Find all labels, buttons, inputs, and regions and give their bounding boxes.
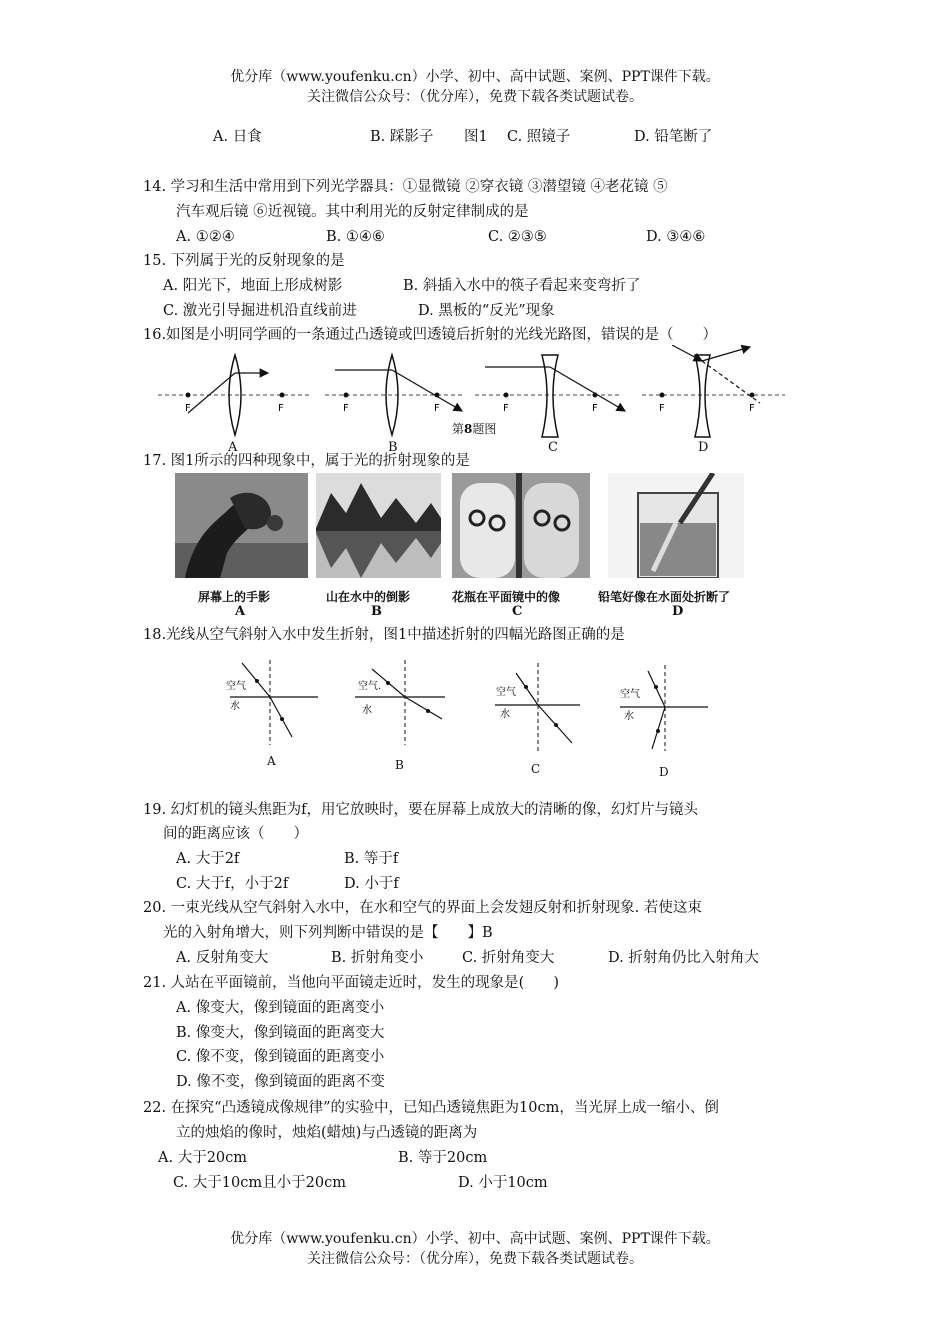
q13-option-a: A. 日食	[213, 129, 262, 145]
q16-diagram-d	[642, 345, 785, 437]
q14-stem-line-1: 14. 学习和生活中常用到下列光学器具：①显微镜 ②穿衣镜 ③潜望镜 ④老花镜 ⑤	[143, 179, 668, 195]
q14-option-d: D. ③④⑥	[646, 229, 706, 245]
q17-letter-b: B	[371, 604, 382, 619]
header-line-2: 关注微信公众号：（优分库），免费下载各类试题试卷。	[307, 89, 643, 105]
q14-option-a: A. ①②④	[176, 229, 235, 245]
q16-lens-diagrams	[150, 345, 790, 460]
q17-letter-d: D	[672, 604, 684, 619]
q16-focal-label: F	[343, 403, 349, 414]
q13-option-d: D. 铅笔断了	[634, 129, 713, 145]
q17-stem: 17. 图1所示的四种现象中，属于光的折射现象的是	[143, 453, 470, 469]
q16-focal-label: F	[185, 403, 191, 414]
q18-diagram-a	[226, 660, 318, 745]
q17-photo-hand-shadow	[175, 473, 308, 578]
q18-letter-c: C	[531, 762, 541, 776]
q16-focal-label: F	[592, 403, 598, 414]
q16-diagram-c	[475, 355, 625, 437]
q18-diagram-b	[355, 660, 445, 745]
q15-option-b: B. 斜插入水中的筷子看起来变弯折了	[403, 278, 641, 294]
q16-figure-caption: 第8题图	[452, 422, 497, 436]
q20-option-d: D. 折射角仍比入射角大	[608, 950, 759, 966]
q19-stem-line-2: 间的距离应该（ ）	[163, 826, 308, 842]
q18-stem: 18.光线从空气斜射入水中发生折射，图1中描述折射的四幅光路图正确的是	[143, 627, 625, 643]
q19-option-b: B. 等于f	[344, 851, 399, 867]
q18-air-label: 空气	[620, 689, 640, 700]
q16-label-d: D	[698, 440, 709, 455]
q16-label-a: A	[228, 440, 238, 455]
header-line-1: 优分库（www.youfenku.cn）小学、初中、高中试题、案例、PPT课件下载。	[230, 69, 720, 85]
q18-letter-a: A	[267, 754, 276, 768]
q22-stem-line-2: 立的烛焰的像时，烛焰(蜡烛)与凸透镜的距离为	[176, 1125, 478, 1141]
q17-photo-mountain-reflection	[316, 473, 441, 578]
q18-refraction-diagrams	[220, 655, 720, 785]
q21-option-a: A. 像变大，像到镜面的距离变小	[176, 1000, 385, 1016]
q19-option-a: A. 大于2f	[176, 851, 240, 867]
q17-caption-a: 屏幕上的手影	[198, 590, 271, 604]
footer-line-2: 关注微信公众号：（优分库），免费下载各类试题试卷。	[307, 1251, 643, 1267]
q16-stem: 16.如图是小明同学画的一条通过凸透镜或凹透镜后折射的光线光路图，错误的是（ ）	[143, 327, 718, 343]
q19-option-d: D. 小于f	[344, 876, 399, 892]
q18-letter-d: D	[659, 765, 669, 779]
q18-water-label: 水	[500, 709, 510, 720]
q16-label-b: B	[388, 440, 398, 455]
q20-option-a: A. 反射角变大	[176, 950, 269, 966]
q20-stem-line-1: 20. 一束光线从空气斜射入水中，在水和空气的界面上会发翅反射和折射现象. 若使这束	[143, 900, 702, 916]
q13-option-b: B. 踩影子	[370, 129, 434, 145]
q17-caption-d: 铅笔好像在水面处折断了	[598, 590, 731, 604]
q17-caption-b: 山在水中的倒影	[326, 590, 411, 604]
q22-option-b: B. 等于20cm	[398, 1150, 488, 1166]
q16-focal-label: F	[659, 403, 665, 414]
q16-focal-label: F	[749, 403, 755, 414]
q15-option-a: A. 阳光下，地面上形成树影	[163, 278, 343, 294]
q19-option-c: C. 大于f，小于2f	[176, 876, 289, 892]
q22-stem-line-1: 22. 在探究“凸透镜成像规律”的实验中，已知凸透镜焦距为10cm，当光屏上成一缩小、倒	[143, 1100, 719, 1116]
q17-letter-c: C	[512, 604, 523, 619]
q18-water-label: 水	[624, 711, 634, 722]
q20-option-c: C. 折射角变大	[462, 950, 555, 966]
q18-water-label: 水	[230, 701, 240, 712]
q17-photo-pencil-water	[608, 473, 744, 578]
q20-option-b: B. 折射角变小	[331, 950, 424, 966]
q14-option-b: B. ①④⑥	[326, 229, 385, 245]
q15-stem: 15. 下列属于光的反射现象的是	[143, 253, 345, 269]
q21-option-c: C. 像不变，像到镜面的距离变小	[176, 1049, 385, 1065]
q22-option-d: D. 小于10cm	[458, 1175, 548, 1191]
q19-stem-line-1: 19. 幻灯机的镜头焦距为f，用它放映时，要在屏幕上成放大的清晰的像，幻灯片与镜头	[143, 802, 699, 818]
q15-option-c: C. 激光引导掘进机沿直线前进	[163, 303, 357, 319]
q15-option-d: D. 黑板的“反光”现象	[418, 303, 555, 319]
q16-diagram-b	[325, 355, 465, 435]
q16-label-c: C	[548, 440, 558, 455]
q21-stem: 21. 人站在平面镜前，当他向平面镜走近时，发生的现象是( )	[143, 975, 559, 991]
q13-option-c: C. 照镜子	[507, 129, 571, 145]
q14-option-c: C. ②③⑤	[488, 229, 547, 245]
q16-focal-label: F	[503, 403, 509, 414]
q20-stem-line-2: 光的入射角增大，则下列判断中错误的是【 】B	[163, 925, 493, 941]
q16-focal-label: F	[434, 403, 440, 414]
footer-line-1: 优分库（www.youfenku.cn）小学、初中、高中试题、案例、PPT课件下载。	[230, 1231, 720, 1247]
q16-diagram-a	[158, 355, 310, 435]
q17-photo-vase-mirror	[452, 473, 590, 578]
q16-focal-label: F	[278, 403, 284, 414]
q18-water-label: 水	[362, 705, 372, 716]
q21-option-b: B. 像变大，像到镜面的距离变大	[176, 1025, 385, 1041]
q18-letter-b: B	[395, 758, 404, 772]
q22-option-c: C. 大于10cm且小于20cm	[173, 1175, 346, 1191]
q18-diagram-d	[620, 665, 708, 751]
q14-stem-line-2: 汽车观后镜 ⑥近视镜。其中利用光的反射定律制成的是	[176, 204, 529, 220]
q18-air-label: 空气	[496, 687, 516, 698]
q18-diagram-c	[495, 663, 580, 751]
q18-air-label: 空气.	[358, 681, 382, 692]
q17-letter-a: A	[235, 604, 246, 619]
q13-figure-label: 图1	[464, 129, 488, 145]
q21-option-d: D. 像不变，像到镜面的距离不变	[176, 1074, 385, 1090]
q22-option-a: A. 大于20cm	[158, 1150, 248, 1166]
q17-caption-c: 花瓶在平面镜中的像	[452, 590, 561, 604]
q18-air-label: 空气	[226, 681, 246, 692]
